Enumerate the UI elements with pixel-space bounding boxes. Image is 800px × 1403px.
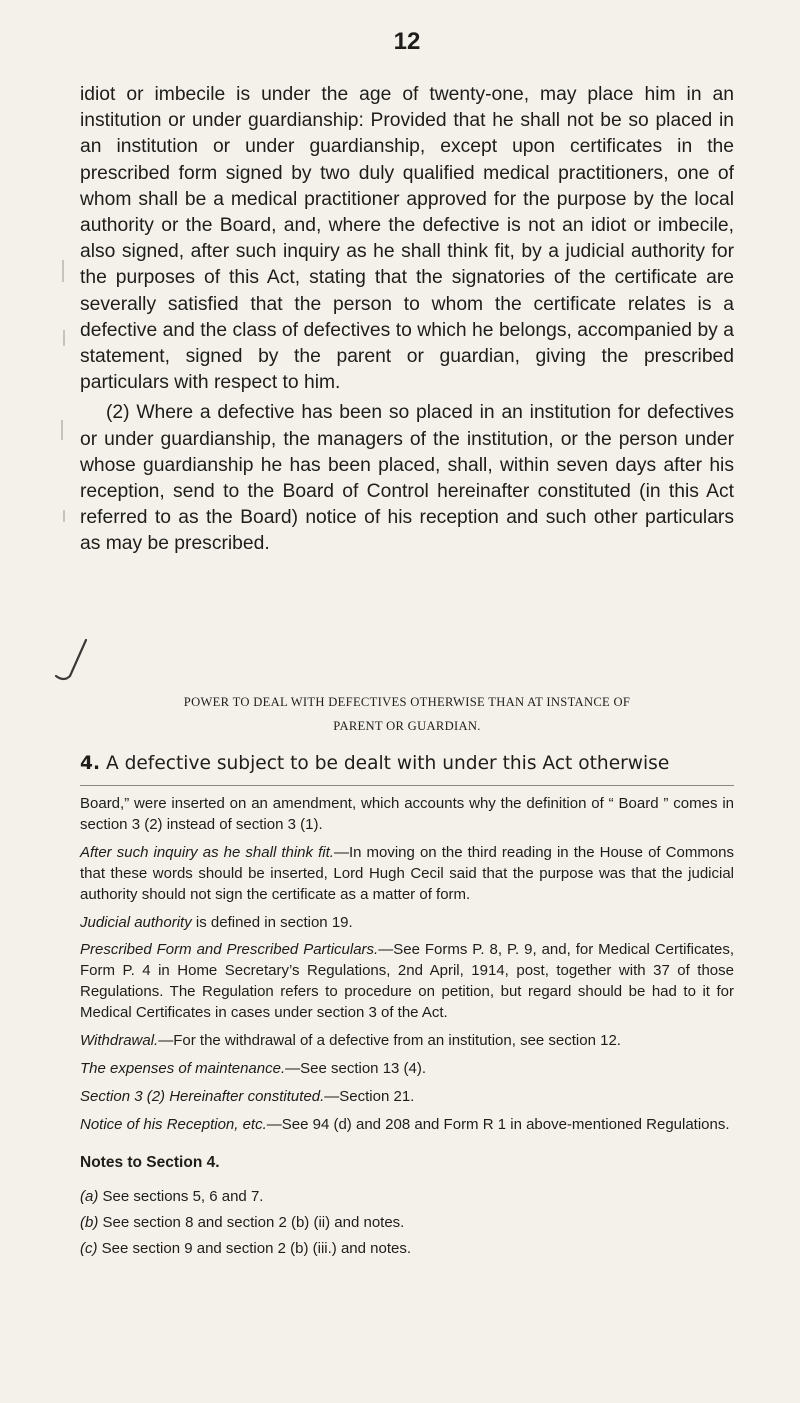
note-term: Judicial authority (80, 913, 192, 931)
margin-specks (60, 260, 68, 640)
notes-heading: Notes to Section 4. (80, 1154, 220, 1171)
note-term: After such inquiry as he shall think fit. (80, 843, 334, 861)
pencil-tick-mark (52, 636, 92, 686)
note-text: —See section 13 (4). (285, 1059, 427, 1077)
note-term: Withdrawal. (80, 1032, 159, 1050)
note-text: —See Forms P. 8, P. 9, and, for Medical Certificates, Form P. 4 in Home Secretary’s Regulations, 2nd April, 1914, post, together with 37 of those Regulations. The Regulation refers to procedure on petition, but regard should be had to it for Medical Certificates in cases under section 3 of the Act. (80, 941, 735, 1022)
note-text: —Section 21. (324, 1087, 415, 1105)
notes-list-item (80, 1184, 734, 1210)
note-paragraph (80, 843, 734, 906)
sidenote-line-1: POWER TO DEAL WITH DEFECTIVES OTHERWISE THAN AT INSTANCE OF (183, 695, 631, 709)
section-4-heading (80, 752, 734, 776)
note-term: The expenses of maintenance. (80, 1059, 286, 1077)
note-paragraph (80, 1115, 734, 1136)
paragraph-subsection-2: (2) Where a defective has been so placed in an institution for defectives or under guardianship, the managers of the institution, or the person under whose guardianship he has been placed, shall, within seven days after his reception, send to the Board of Control hereinafter constituted (in this Act referred to as the Board) notice of his reception and such other particulars as may be prescribed. (80, 402, 734, 555)
note-term: Notice of his Reception, etc. (80, 1115, 267, 1133)
section-text: A defective subject to be dealt with under this Act otherwise (105, 753, 670, 774)
page-number: 12 (393, 28, 421, 55)
notes-list-item (80, 1236, 734, 1262)
section-sidenote (80, 690, 734, 738)
main-text (80, 82, 734, 558)
footnote-divider (80, 785, 734, 786)
note-text: is defined in section 19. (191, 913, 353, 931)
item-label: (b) (80, 1214, 99, 1231)
note-text: —For the withdrawal of a defective from an institution, see section 12. (158, 1032, 621, 1050)
sidenote-line-2: PARENT OR GUARDIAN. (333, 719, 481, 733)
notes-list-item (80, 1210, 734, 1236)
note-text: Board,” were inserted on an amendment, which accounts why the definition of “ Board ” comes in section 3 (2) instead of section 3 (1). (80, 795, 734, 833)
section-number: 4. (80, 753, 101, 774)
item-label: (a) (80, 1188, 99, 1205)
note-paragraph (80, 1031, 734, 1052)
item-text: See sections 5, 6 and 7. (98, 1188, 264, 1205)
note-text: —In moving on the third reading in the House of Commons that these words should be inserted, Lord Hugh Cecil said that the purpose was that the judicial authority should not sign the certificate as a matter of form. (80, 843, 734, 903)
paragraph-continuation: idiot or imbecile is under the age of twenty-one, may place him in an institution or under guardianship: Provided that he shall not be so placed in an institution or under guardianship, except upon certificates in the prescribed form signed by two duly qualified medical practitioners, one of whom shall be a medical practitioner approved for the purpose by the local authority or the Board, and, where the defective is not an idiot or imbecile, also signed, after such inquiry as he shall think fit, by a judicial authority for the purposes of this Act, stating that the signatories of the certificate are severally satisfied that the person to whom the certificate relates is a defective and the class of defectives to which he belongs, accompanied by a statement, signed by the parent or guardian, giving the prescribed particulars with respect to him. (80, 84, 734, 394)
note-text: —See 94 (d) and 208 and Form R 1 in above-mentioned Regulations. (266, 1115, 730, 1133)
notes-to-section-4 (80, 1150, 734, 1262)
item-label: (c) (80, 1240, 98, 1257)
note-paragraph (80, 794, 734, 836)
item-text: See section 9 and section 2 (b) (iii.) and notes. (97, 1240, 412, 1257)
note-term: Section 3 (2) Hereinafter constituted. (80, 1087, 325, 1105)
item-text: See section 8 and section 2 (b) (ii) and notes. (98, 1214, 405, 1231)
commentary-notes (80, 794, 734, 1143)
note-paragraph (80, 913, 734, 934)
note-paragraph (80, 1087, 734, 1108)
note-paragraph (80, 940, 734, 1024)
note-term: Prescribed Form and Prescribed Particulars. (80, 941, 379, 959)
note-paragraph (80, 1059, 734, 1080)
